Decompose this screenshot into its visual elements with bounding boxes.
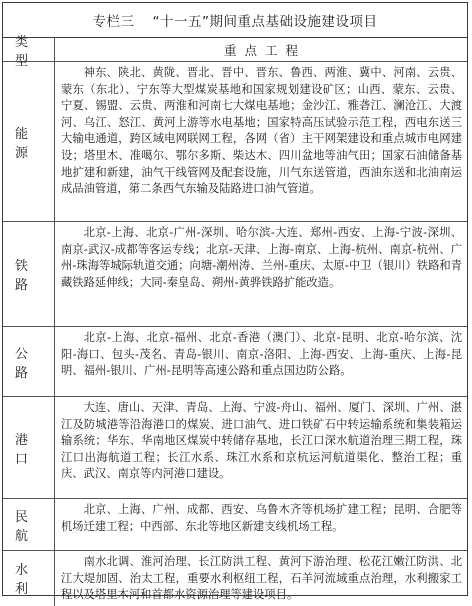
row-category-energy: 能源 [3,62,55,222]
row-content-energy: 神东、陕北、黄陇、晋北、晋中、晋东、鲁西、两淮、冀中、河南、云贵、蒙东（东北）、宁东等大型煤炭基地和国家规划建设矿区；山西、蒙东、云贵、宁夏、锡盟、云贵、两淮和河南七大煤电基地；金沙江、雅砻江、澜沧江、大渡河、乌江、怒江、黄河上游等水电基地；国家特高压试验示范工程，西电东送三大输电通道，跨区域电网联网工程，各网（省）主干网架建设和重点城市电网建设；塔里木、准噶尔、鄂尔多斯、柴达木、四川盆地等油气田；国家石油储备基地扩建和新建，油气干线管网及配套设施，川气东送管道，西油东送和北油南运成品油管道，第二条西气东输及陆路进口油气管道。 [55,62,467,222]
row-content-port: 大连、唐山、天津、青岛、上海、宁波-舟山、福州、厦门、深圳、广州、湛江及防城港等沿海港口的煤炭、进口油气、进口铁矿石中转运输系统和集装箱运输系统；华东、华南地区煤炭中转储存基地，长江口深水航道治理三期工程，珠江口出海航道工程；长江水系、珠江水系和京杭运河航道渠化、整治工程；重庆、武汉、南京等内河港口建设。 [55,397,467,499]
row-category-port: 港口 [3,397,55,499]
header-projects: 重点工程 [55,38,467,62]
row-content-water: 南水北调、淮河治理、长江防洪工程、黄河下游治理、松花江嫩江防洪、北江大堤加固、治太工程，重要水利枢纽工程，石羊河流域重点治理，水利搬家工程以及塔里木河和首都水资源治理等建设项目。 [61,555,462,602]
row-content-railway: 北京-上海、北京-广州-深圳、哈尔滨-大连、郑州-西安、上海-宁波-深圳、南京-武汉-成都等客运专线；北京-天津、上海-南京、上海-杭州、南京-杭州、广州-珠海等城际轨道交通；向塘-潮州涛、兰州-重庆、太原-中卫（银川）铁路和青藏铁路延伸线；大同-秦皇岛、朔州-黄骅铁路扩能改造。 [55,222,467,327]
infobox-frame [2,2,468,602]
projects-table [3,34,467,606]
infobox-title [3,3,467,38]
row-category-highway: 公路 [3,327,55,397]
row-content-highway: 北京-上海、北京-福州、北京-香港（澳门）、北京-昆明、北京-哈尔滨、沈阳-海口、包头-茂名、青岛-银川、南京-洛阳、上海-西安、上海-重庆、上海-昆明、福州-银川、广州-昆明等高速公路和重点国边防公路。 [55,327,467,397]
row-content-aviation: 北京、上海、广州、成都、西安、乌鲁木齐等机场扩建工程；昆明、合肥等机场迁建工程；中西部、东北等地区新建支线机场工程。 [55,499,467,551]
row-category-water: 水利 [3,551,55,606]
row-category-railway: 铁路 [3,222,55,327]
column-label: 专栏三 [92,14,135,30]
row-category-aviation: 民航 [3,499,55,551]
header-category: 类 型 [3,38,55,62]
title-text: “十一五”期间重点基础设施建设项目 [152,14,378,30]
